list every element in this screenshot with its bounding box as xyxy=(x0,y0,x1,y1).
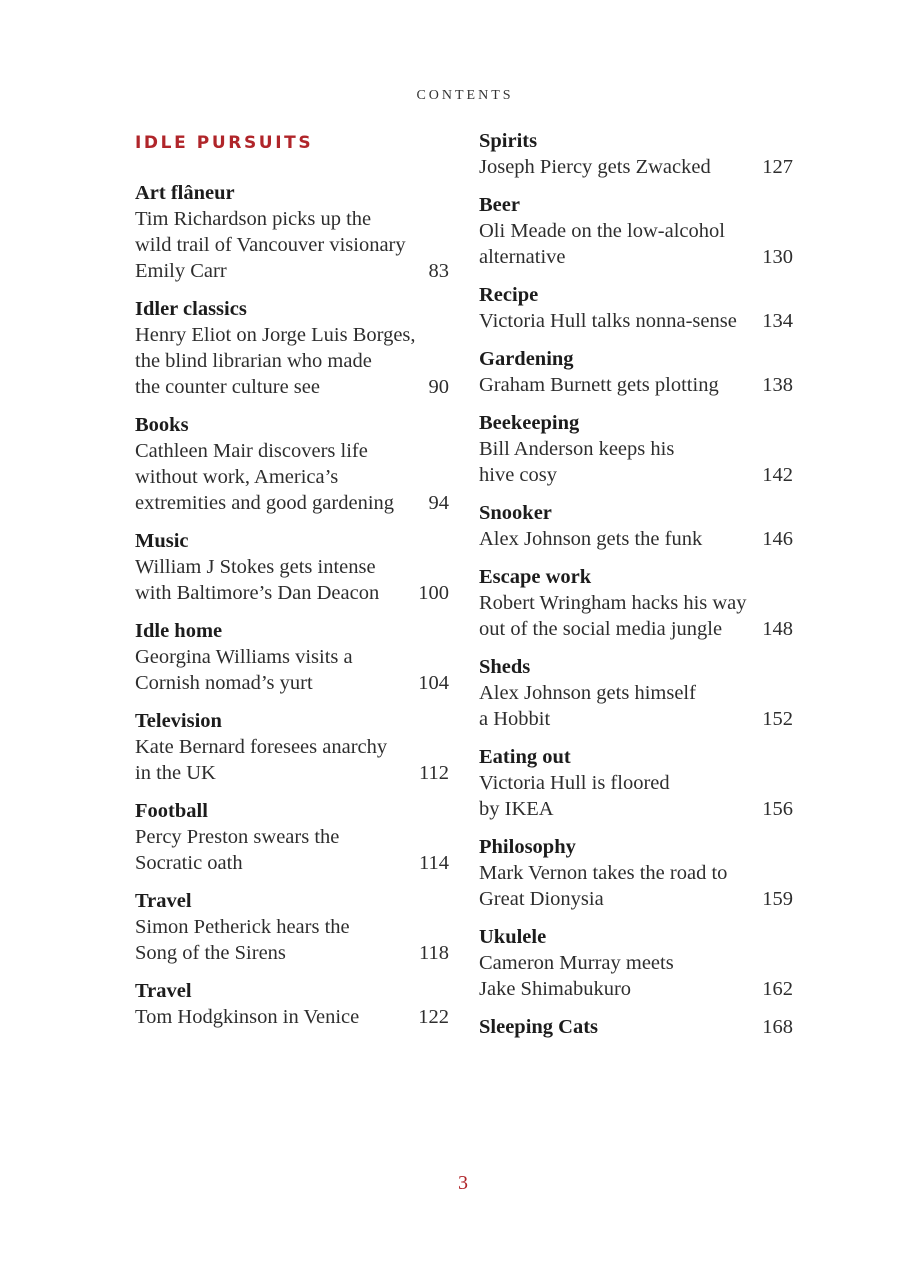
toc-entry-description: a Hobbit xyxy=(479,708,551,730)
toc-column-left xyxy=(135,180,449,1042)
toc-entry[interactable] xyxy=(479,128,793,180)
toc-entry-category: Eating out xyxy=(479,746,571,768)
toc-entry-page: 148 xyxy=(762,618,793,640)
toc-entry-page: 142 xyxy=(762,464,793,486)
toc-entry[interactable] xyxy=(479,924,793,1002)
toc-entry-description: Joseph Piercy gets Zwacked xyxy=(479,156,711,178)
toc-entry-description: Song of the Sirens xyxy=(135,942,286,964)
toc-entry-description: Oli Meade on the low-alcohol xyxy=(479,220,725,242)
toc-entry-description: Robert Wringham hacks his way xyxy=(479,592,747,614)
toc-entry-category: Sleeping Cats xyxy=(479,1016,599,1038)
toc-entry-category: Beer xyxy=(479,194,520,216)
toc-entry-description: Mark Vernon takes the road to xyxy=(479,862,728,884)
toc-entry-page: 90 xyxy=(428,376,449,398)
toc-entry-page: 134 xyxy=(762,310,793,332)
toc-entry-description: Graham Burnett gets plotting xyxy=(479,374,719,396)
toc-entry-category: Idle home xyxy=(135,620,223,642)
toc-entry-description: Cameron Murray meets xyxy=(479,952,674,974)
toc-entry-page: 152 xyxy=(762,708,793,730)
toc-entry-description: wild trail of Vancouver visionary xyxy=(135,234,406,256)
toc-entry-page: 118 xyxy=(419,942,449,964)
toc-entry[interactable] xyxy=(479,500,793,552)
toc-entry[interactable] xyxy=(479,282,793,334)
toc-entry[interactable] xyxy=(479,1014,793,1040)
toc-entry-category: Ukulele xyxy=(479,926,547,948)
toc-entry[interactable] xyxy=(479,654,793,732)
toc-entry-description: Simon Petherick hears the xyxy=(135,916,350,938)
toc-entry-page: 114 xyxy=(419,852,449,874)
toc-entry-description: Percy Preston swears the xyxy=(135,826,340,848)
toc-entry[interactable] xyxy=(479,564,793,642)
toc-entry[interactable] xyxy=(135,528,449,606)
toc-entry-description: extremities and good gardening xyxy=(135,492,395,514)
toc-entry-description: Alex Johnson gets the funk xyxy=(479,528,703,550)
toc-entry[interactable] xyxy=(479,410,793,488)
toc-entry-description: out of the social media jungle xyxy=(479,618,723,640)
toc-entry-page: 168 xyxy=(762,1016,793,1038)
toc-entry[interactable] xyxy=(479,192,793,270)
toc-entry-description: with Baltimore’s Dan Deacon xyxy=(135,582,380,604)
toc-entry[interactable] xyxy=(135,888,449,966)
toc-entry-description: without work, America’s xyxy=(135,466,339,488)
toc-entry-category: Music xyxy=(135,530,189,552)
toc-entry-description: William J Stokes gets intense xyxy=(135,556,376,578)
toc-entry-description: Tim Richardson picks up the xyxy=(135,208,372,230)
toc-entry[interactable] xyxy=(135,180,449,284)
toc-entry-category: Gardening xyxy=(479,348,574,370)
toc-entry-description: Bill Anderson keeps his xyxy=(479,438,675,460)
toc-entry[interactable] xyxy=(479,346,793,398)
section-title: IDLE PURSUITS xyxy=(135,133,314,153)
toc-entry-category: Travel xyxy=(135,890,192,912)
toc-entry-page: 94 xyxy=(428,492,449,514)
toc-entry-description: Victoria Hull is floored xyxy=(479,772,670,794)
toc-entry-page: 138 xyxy=(762,374,793,396)
toc-entry-description: Georgina Williams visits a xyxy=(135,646,353,668)
toc-entry-description: Alex Johnson gets himself xyxy=(479,682,696,704)
toc-entry-description: in the UK xyxy=(135,762,216,784)
toc-entry[interactable] xyxy=(135,798,449,876)
toc-entry-category: Television xyxy=(135,710,222,732)
toc-entry-page: 122 xyxy=(418,1006,449,1028)
toc-entry-description: Victoria Hull talks nonna-sense xyxy=(479,310,737,332)
toc-entry-category: Snooker xyxy=(479,502,552,524)
toc-entry[interactable] xyxy=(135,296,449,400)
toc-entry-category: Football xyxy=(135,800,208,822)
toc-entry-description: Cornish nomad’s yurt xyxy=(135,672,313,694)
toc-entry-page: 146 xyxy=(762,528,793,550)
toc-entry-description: hive cosy xyxy=(479,464,557,486)
toc-entry-page: 100 xyxy=(418,582,449,604)
toc-entry-description: Cathleen Mair discovers life xyxy=(135,440,368,462)
toc-entry-category: Travel xyxy=(135,980,192,1002)
toc-entry-description: Henry Eliot on Jorge Luis Borges, xyxy=(135,324,416,346)
toc-entry-page: 159 xyxy=(762,888,793,910)
toc-entry-description: Kate Bernard foresees anarchy xyxy=(135,736,388,758)
toc-entry[interactable] xyxy=(479,744,793,822)
toc-entry-category: Spirits xyxy=(479,130,538,152)
toc-column-right xyxy=(479,128,793,1052)
toc-entry[interactable] xyxy=(135,978,449,1030)
page-number: 3 xyxy=(458,1172,468,1194)
toc-entry-page: 112 xyxy=(419,762,449,784)
toc-entry-category: Books xyxy=(135,414,189,436)
toc-entry-page: 83 xyxy=(428,260,449,282)
toc-entry-page: 162 xyxy=(762,978,793,1000)
toc-entry-page: 127 xyxy=(762,156,793,178)
toc-entry[interactable] xyxy=(479,834,793,912)
toc-entry-category: Sheds xyxy=(479,656,531,678)
toc-entry-category: Philosophy xyxy=(479,836,576,858)
toc-entry-page: 130 xyxy=(762,246,793,268)
toc-entry-page: 104 xyxy=(418,672,449,694)
toc-entry[interactable] xyxy=(135,618,449,696)
toc-entry-description: Tom Hodgkinson in Venice xyxy=(135,1006,360,1028)
toc-entry[interactable] xyxy=(135,708,449,786)
toc-entry-description: the counter culture see xyxy=(135,376,320,398)
contents-heading: CONTENTS xyxy=(416,88,514,103)
toc-entry-category: Escape work xyxy=(479,566,592,588)
toc-entry-description: the blind librarian who made xyxy=(135,350,372,372)
toc-entry-description: Great Dionysia xyxy=(479,888,604,910)
toc-entry-page: 156 xyxy=(762,798,793,820)
toc-entry-description: alternative xyxy=(479,246,566,268)
toc-entry-category: Beekeeping xyxy=(479,412,580,434)
toc-entry[interactable] xyxy=(135,412,449,516)
toc-entry-description: Jake Shimabukuro xyxy=(479,978,632,1000)
toc-entry-category: Art flâneur xyxy=(135,182,235,204)
toc-entry-category: Idler classics xyxy=(135,298,247,320)
toc-entry-description: by IKEA xyxy=(479,798,554,820)
toc-entry-description: Socratic oath xyxy=(135,852,243,874)
toc-entry-description: Emily Carr xyxy=(135,260,227,282)
toc-entry-category: Recipe xyxy=(479,284,539,306)
